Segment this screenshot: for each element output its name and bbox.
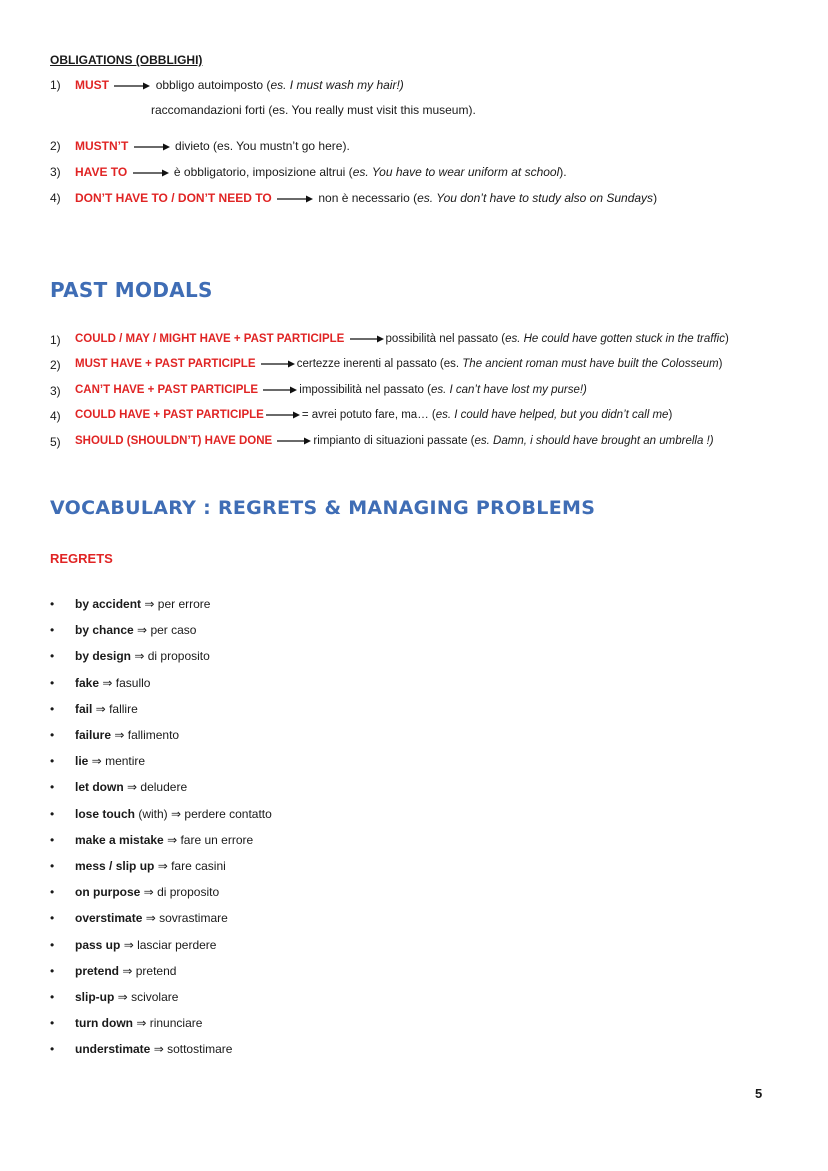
vocab-term: make a mistake [75,833,164,847]
bullet-icon: • [50,990,55,1004]
vocab-item [75,807,272,821]
obligation-term: DON’T HAVE TO / DON’T NEED TO [75,191,272,205]
vocab-term: let down [75,780,124,794]
bullet-icon: • [50,807,55,821]
past-modal-2-number: 2) [50,358,61,372]
vocab-meaning: perdere contatto [184,807,272,821]
vocab-term: by design [75,649,132,663]
vocab-meaning: fare un errore [180,833,254,847]
arrow-right-icon [277,195,313,203]
vocab-term: fail [75,702,93,716]
past-modal-5-number: 5) [50,435,61,449]
obligation-term: HAVE TO [75,165,128,179]
implies-arrow-icon: ⇒ [120,938,138,952]
bullet-icon: • [50,676,55,690]
past-modal-1: COULD / MAY / MIGHT HAVE + PAST PARTICIPLE possibilità nel passato (es. He could have gotten stuck in the traffic) [75,333,729,345]
past-modal-term: MUST HAVE + PAST PARTICIPLE [75,358,256,370]
bullet-icon: • [50,1016,55,1030]
implies-arrow-icon: ⇒ [154,859,172,873]
vocab-item [75,964,176,978]
vocab-meaning: per caso [150,623,197,637]
vocab-meaning: sottostimare [167,1042,233,1056]
past-modal-term: CAN’T HAVE + PAST PARTICIPLE [75,384,259,396]
vocab-term: failure [75,728,112,742]
past-modal-4: COULD HAVE + PAST PARTICIPLE = avrei potuto fare, ma… (es. I could have helped, but you didn’t call me) [75,409,673,421]
vocab-meaning: fallimento [127,728,180,742]
obligation-1-extra: raccomandazioni forti (es. You really must visit this museum). [151,103,476,117]
implies-arrow-icon: ⇒ [132,1016,150,1030]
implies-arrow-icon: ⇒ [111,728,128,742]
past-modals-title: PAST MODALS [50,278,213,302]
arrow-right-icon [266,411,300,419]
vocab-extra: (with) [135,807,168,821]
implies-arrow-icon: ⇒ [99,676,116,690]
vocab-item [75,780,187,794]
implies-arrow-icon: ⇒ [123,780,141,794]
arrow-right-icon [277,437,311,445]
implies-arrow-icon: ⇒ [114,990,132,1004]
implies-arrow-icon: ⇒ [92,702,110,716]
vocab-meaning: deludere [140,780,188,794]
arrow-right-icon [350,335,384,343]
implies-arrow-icon: ⇒ [167,807,185,821]
bullet-icon: • [50,597,55,611]
obligation-1: MUST obbligo autoimposto (es. I must wash my hair!) [75,78,404,92]
vocab-term: by chance [75,623,134,637]
implies-arrow-icon: ⇒ [119,964,136,978]
vocab-item [75,623,196,637]
bullet-icon: • [50,780,55,794]
vocab-term: on purpose [75,885,141,899]
obligation-2-number: 2) [50,139,61,153]
vocab-meaning: mentire [105,754,146,768]
vocab-term: fake [75,676,100,690]
bullet-icon: • [50,623,55,637]
obligation-1-number: 1) [50,78,61,92]
vocab-item [75,1016,202,1030]
implies-arrow-icon: ⇒ [133,623,151,637]
past-modal-1-number: 1) [50,333,61,347]
implies-arrow-icon: ⇒ [141,597,158,611]
past-modal-term: COULD / MAY / MIGHT HAVE + PAST PARTICIPLE [75,333,345,345]
vocab-item [75,597,210,611]
implies-arrow-icon: ⇒ [140,885,158,899]
vocab-term: by accident [75,597,142,611]
arrow-right-icon [134,143,170,151]
bullet-icon: • [50,649,55,663]
obligation-4: DON’T HAVE TO / DON’T NEED TO non è necessario (es. You don’t have to study also on Sundays) [75,191,658,205]
vocab-meaning: di proposito [157,885,220,899]
vocab-meaning: fasullo [115,676,151,690]
obligation-3: HAVE TO è obbligatorio, imposizione altrui (es. You have to wear uniform at school). [75,165,567,179]
arrow-right-icon [133,169,169,177]
past-modal-4-number: 4) [50,409,61,423]
bullet-icon: • [50,702,55,716]
vocab-item [75,938,216,952]
vocab-item [75,702,138,716]
vocab-term: pretend [75,964,120,978]
vocab-term: lie [75,754,89,768]
vocab-meaning: fare casini [171,859,226,873]
bullet-icon: • [50,911,55,925]
vocab-meaning: di proposito [147,649,210,663]
obligation-term: MUSTN’T [75,139,129,153]
vocab-meaning: scivolare [131,990,179,1004]
arrow-right-icon [263,386,297,394]
arrow-right-icon [261,360,295,368]
vocab-meaning: sovrastimare [159,911,228,925]
implies-arrow-icon: ⇒ [131,649,148,663]
vocab-meaning: rinunciare [149,1016,203,1030]
vocabulary-title: VOCABULARY : REGRETS & MANAGING PROBLEMS [50,497,596,519]
vocab-item [75,1042,232,1056]
implies-arrow-icon: ⇒ [88,754,106,768]
bullet-icon: • [50,859,55,873]
vocab-item [75,990,178,1004]
bullet-icon: • [50,964,55,978]
bullet-icon: • [50,728,55,742]
vocab-item [75,885,219,899]
vocab-item [75,911,228,925]
vocab-term: slip-up [75,990,115,1004]
vocab-term: pass up [75,938,121,952]
vocab-item [75,728,179,742]
vocab-item [75,833,253,847]
past-modal-term: COULD HAVE + PAST PARTICIPLE [75,409,264,421]
vocab-term: understimate [75,1042,151,1056]
implies-arrow-icon: ⇒ [163,833,181,847]
past-modal-5: SHOULD (SHOULDN’T) HAVE DONE rimpianto di situazioni passate (es. Damn, i should have brought an umbrella !) [75,435,714,447]
implies-arrow-icon: ⇒ [142,911,160,925]
regrets-subtitle: REGRETS [50,551,113,566]
vocab-term: turn down [75,1016,133,1030]
vocab-meaning: fallire [109,702,138,716]
bullet-icon: • [50,833,55,847]
vocab-item [75,649,210,663]
obligation-4-number: 4) [50,191,61,205]
vocab-term: overstimate [75,911,143,925]
vocab-term: mess / slip up [75,859,155,873]
bullet-icon: • [50,754,55,768]
obligation-term: MUST [75,78,109,92]
past-modal-3-number: 3) [50,384,61,398]
bullet-icon: • [50,1042,55,1056]
past-modal-3: CAN’T HAVE + PAST PARTICIPLE impossibilità nel passato (es. I can’t have lost my purse!) [75,384,587,396]
obligations-heading: OBLIGATIONS (OBBLIGHI) [50,53,203,67]
vocab-item [75,859,226,873]
obligation-3-number: 3) [50,165,61,179]
bullet-icon: • [50,885,55,899]
page-number: 5 [755,1086,763,1101]
past-modal-term: SHOULD (SHOULDN’T) HAVE DONE [75,435,273,447]
bullet-icon: • [50,938,55,952]
vocab-term: lose touch [75,807,136,821]
past-modal-2: MUST HAVE + PAST PARTICIPLE certezze inerenti al passato (es. The ancient roman must have built the Colosseum) [75,358,723,370]
implies-arrow-icon: ⇒ [150,1042,168,1056]
vocab-meaning: pretend [135,964,177,978]
vocab-meaning: per errore [157,597,211,611]
arrow-right-icon [114,82,150,90]
vocab-item [75,754,145,768]
vocab-item [75,676,150,690]
obligation-2: MUSTN’T divieto (es. You mustn’t go here). [75,139,350,153]
vocab-meaning: lasciar perdere [137,938,217,952]
